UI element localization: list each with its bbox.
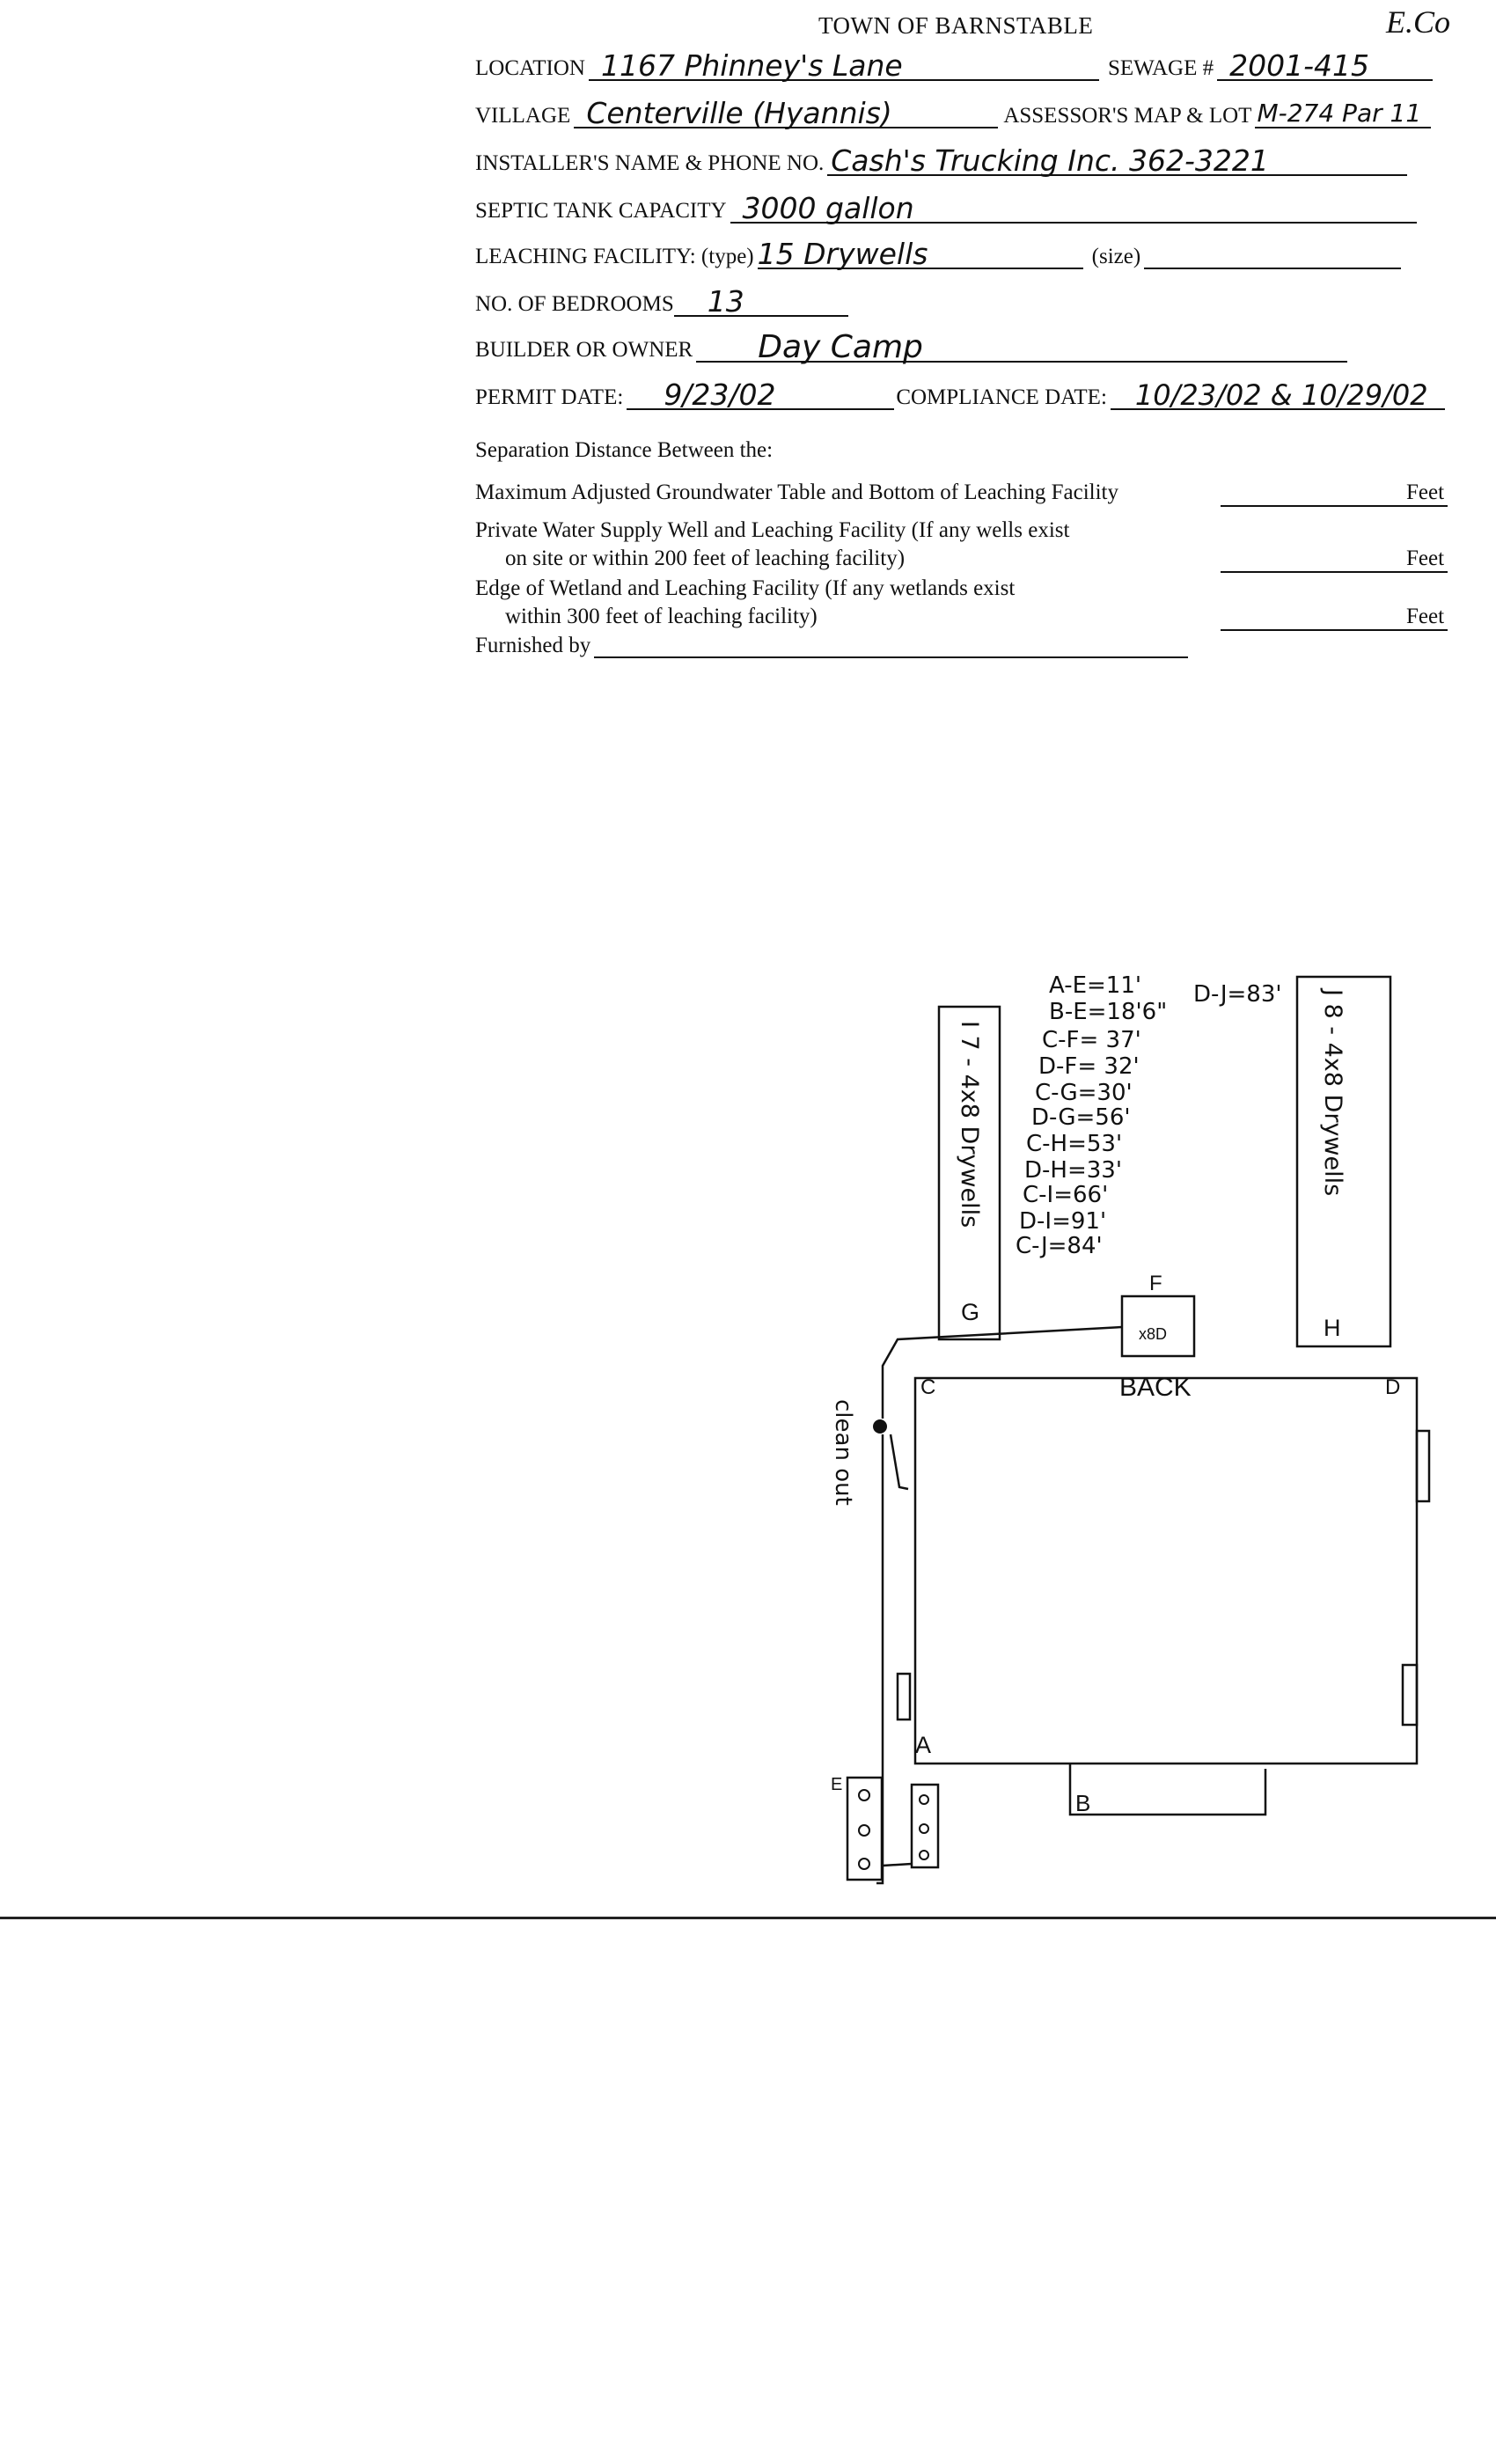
permit-value: 9/23/02 bbox=[627, 380, 894, 410]
installer-label: INSTALLER'S NAME & PHONE NO. bbox=[475, 151, 825, 175]
septic-tank-1 bbox=[847, 1778, 882, 1880]
corner-d-label: D bbox=[1385, 1375, 1401, 1399]
tank-value: 3000 gallon bbox=[730, 194, 1417, 224]
tank-opening bbox=[920, 1824, 928, 1833]
label-g: G bbox=[961, 1299, 980, 1325]
sewage-value: 2001-415 bbox=[1217, 51, 1433, 81]
label-h: H bbox=[1324, 1315, 1341, 1341]
measurement-3: D-F= 32' bbox=[1038, 1053, 1140, 1080]
separation-heading: Separation Distance Between the: bbox=[475, 438, 774, 462]
feet-label: Feet bbox=[1406, 546, 1445, 570]
measurement-d-j: D-J=83' bbox=[1193, 981, 1282, 1008]
compliance-value: 10/23/02 & 10/29/02 bbox=[1111, 380, 1445, 410]
septic-tank-2 bbox=[912, 1785, 938, 1867]
cleanout-label: clean out bbox=[830, 1399, 856, 1506]
tank-opening bbox=[859, 1859, 869, 1869]
measurement-0: A-E=11' bbox=[1049, 972, 1142, 999]
owner-value: Day Camp bbox=[696, 333, 1347, 363]
measurement-2: C-F= 37' bbox=[1042, 1027, 1141, 1053]
tank-opening bbox=[920, 1795, 928, 1804]
bottom-rule bbox=[0, 1917, 1496, 1919]
pipe-elbow bbox=[891, 1434, 908, 1489]
door-right-lower bbox=[1403, 1665, 1417, 1725]
measurement-7: D-H=33' bbox=[1024, 1157, 1122, 1184]
tank-opening bbox=[920, 1851, 928, 1859]
separation-item-text-cont: on site or within 200 feet of leaching facility) bbox=[505, 546, 906, 570]
measurement-9: D-I=91' bbox=[1019, 1208, 1107, 1235]
permit-label: PERMIT DATE: bbox=[475, 385, 624, 409]
assessor-map-value: M-274 Par 11 bbox=[1255, 99, 1431, 128]
owner-label: BUILDER OR OWNER bbox=[475, 338, 693, 362]
corner-handwritten-mark: E.Co bbox=[1386, 4, 1451, 40]
assessor-map-label: ASSESSOR'S MAP & LOT bbox=[1003, 104, 1252, 128]
addition-b-outline bbox=[1070, 1764, 1265, 1815]
village-value: Centerville (Hyannis) bbox=[574, 99, 998, 128]
furnished-label: Furnished by bbox=[475, 634, 591, 657]
left-drywell-label: I 7 - 4x8 Drywells bbox=[956, 1021, 983, 1228]
separation-item-text: Private Water Supply Well and Leaching Facility (If any wells exist bbox=[475, 518, 1070, 542]
tank-opening bbox=[859, 1790, 869, 1800]
size-label: (size) bbox=[1091, 245, 1141, 268]
tank-connector bbox=[883, 1864, 912, 1866]
right-drywell-label: J 8 - 4x8 Drywells bbox=[1319, 989, 1346, 1197]
separation-item-text: Edge of Wetland and Leaching Facility (If any wetlands exist bbox=[475, 576, 1016, 600]
pipe-to-drywells bbox=[883, 1327, 1122, 1419]
corner-c-label: C bbox=[920, 1375, 936, 1399]
tank-opening bbox=[859, 1825, 869, 1836]
compliance-label: COMPLIANCE DATE: bbox=[896, 385, 1107, 409]
building-back-label: BACK bbox=[1119, 1373, 1192, 1402]
label-e: E bbox=[831, 1775, 843, 1794]
sewage-label: SEWAGE # bbox=[1108, 56, 1214, 80]
town-title: TOWN OF BARNSTABLE bbox=[818, 12, 1094, 39]
separation-item-text: Maximum Adjusted Groundwater Table and Bottom of Leaching Facility bbox=[475, 480, 1118, 504]
cleanout-marker bbox=[873, 1419, 887, 1434]
measurement-10: C-J=84' bbox=[1016, 1233, 1103, 1259]
location-label: LOCATION bbox=[475, 56, 585, 80]
feet-label: Feet bbox=[1406, 480, 1445, 504]
leaching-label: LEACHING FACILITY: (type) bbox=[475, 245, 754, 268]
measurement-1: B-E=18'6" bbox=[1049, 999, 1168, 1025]
leaching-value: 15 Drywells bbox=[758, 239, 1083, 269]
f-box-note: x8D bbox=[1139, 1325, 1168, 1343]
corner-b-label: B bbox=[1075, 1790, 1091, 1816]
measurement-6: C-H=53' bbox=[1026, 1131, 1123, 1157]
measurement-8: C-I=66' bbox=[1023, 1182, 1109, 1208]
feet-label: Feet bbox=[1406, 605, 1445, 628]
bedrooms-label: NO. OF BEDROOMS bbox=[475, 292, 674, 316]
door-left bbox=[898, 1674, 910, 1720]
building-outline bbox=[915, 1378, 1417, 1764]
tank-label: SEPTIC TANK CAPACITY bbox=[475, 199, 727, 223]
corner-a-label: A bbox=[915, 1732, 932, 1758]
village-label: VILLAGE bbox=[475, 104, 571, 128]
measurement-4: C-G=30' bbox=[1035, 1080, 1133, 1106]
installer-value: Cash's Trucking Inc. 362-3221 bbox=[827, 146, 1407, 176]
separation-item-text-cont: within 300 feet of leaching facility) bbox=[505, 605, 818, 628]
bedrooms-value: 13 bbox=[674, 287, 848, 317]
location-value: 1167 Phinney's Lane bbox=[589, 51, 1099, 81]
label-f: F bbox=[1149, 1272, 1162, 1295]
door-right-upper bbox=[1417, 1431, 1429, 1501]
measurement-5: D-G=56' bbox=[1031, 1104, 1131, 1131]
